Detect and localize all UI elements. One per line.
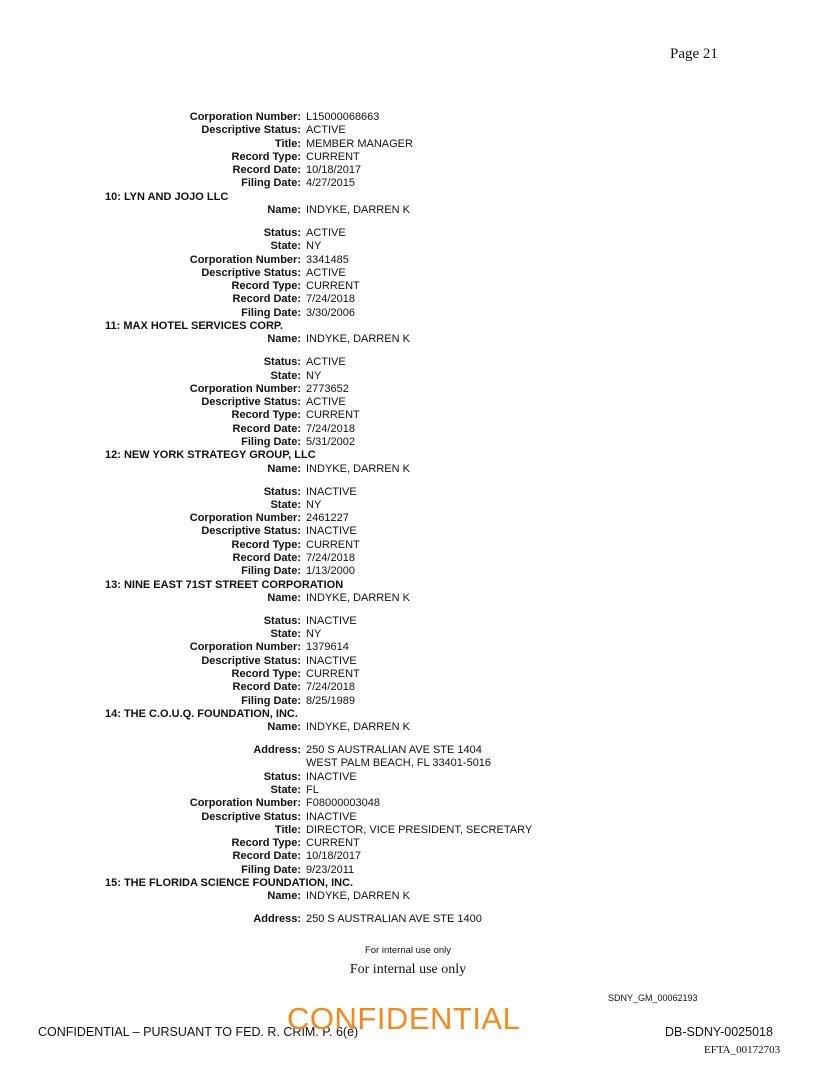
field-label: Name:: [267, 890, 301, 903]
field-label: State:: [270, 498, 301, 511]
field-label: Name:: [267, 204, 301, 217]
field-label: Record Date:: [232, 850, 301, 863]
entity-header-row: [0, 320, 816, 333]
field-value: 250 S AUSTRALIAN AVE STE 1400: [306, 913, 482, 926]
field-row: [0, 913, 816, 926]
entity-header-row: [0, 708, 816, 721]
field-label: Corporation Number:: [189, 111, 301, 123]
field-row: [0, 227, 816, 240]
field-value: CURRENT: [306, 150, 360, 163]
field-row: [0, 681, 816, 694]
field-row: [0, 837, 816, 850]
field-label: Corporation Number:: [189, 382, 301, 395]
field-label: Record Type:: [231, 837, 301, 850]
field-value: FL: [306, 783, 319, 796]
field-label: Status:: [263, 356, 301, 369]
field-label: State:: [270, 783, 301, 796]
field-row: [0, 641, 816, 654]
field-label: Filing Date:: [241, 863, 301, 876]
field-label: Descriptive Status:: [201, 525, 301, 538]
field-label: Name:: [267, 721, 301, 734]
field-value: 10/18/2017: [306, 164, 362, 177]
field-value: CURRENT: [306, 667, 360, 680]
field-value: 8/25/1989: [306, 694, 355, 707]
field-value: INACTIVE: [306, 770, 357, 783]
field-row: [0, 771, 816, 784]
field-label: Filing Date:: [241, 436, 301, 449]
field-row: [0, 177, 816, 190]
field-label: Record Type:: [231, 150, 301, 163]
field-value: DIRECTOR, VICE PRESIDENT, SECRETARY: [306, 823, 533, 836]
field-row: [0, 370, 816, 383]
field-row: [0, 383, 816, 396]
field-value: NY: [306, 498, 322, 511]
field-label: Descriptive Status:: [201, 266, 301, 279]
bates-number-sdny: SDNY_GM_00062193: [608, 993, 698, 1003]
internal-use-notice-large: For internal use only: [349, 962, 467, 977]
field-label: Filing Date:: [241, 565, 301, 578]
field-row: [0, 293, 816, 306]
field-value: MEMBER MANAGER: [306, 137, 413, 150]
field-label: Descriptive Status:: [201, 810, 301, 823]
field-label: Record Type:: [231, 538, 301, 551]
field-value: INDYKE, DARREN K: [306, 721, 410, 734]
field-value: L15000068663: [306, 111, 380, 123]
internal-use-notice-small: For internal use only: [364, 945, 452, 956]
bates-number-efta: EFTA_00172703: [704, 1044, 781, 1056]
field-row: [0, 592, 816, 605]
field-label: Address:: [253, 913, 301, 926]
field-row: [0, 436, 816, 449]
field-label: Descriptive Status:: [201, 396, 301, 409]
field-label: Descriptive Status:: [201, 654, 301, 667]
confidential-notice: CONFIDENTIAL – PURSUANT TO FED. R. CRIM. P. 6(e): [38, 1025, 359, 1039]
field-value: CURRENT: [306, 280, 360, 293]
field-row: [0, 668, 816, 681]
field-row: [0, 824, 816, 837]
field-value: 7/24/2018: [306, 681, 355, 694]
field-label: Name:: [267, 462, 301, 475]
field-row: [0, 512, 816, 525]
field-label: Record Date:: [232, 422, 301, 435]
field-value: NY: [306, 628, 322, 641]
field-value: ACTIVE: [306, 266, 346, 279]
field-value: INDYKE, DARREN K: [306, 204, 410, 217]
entity-header-row: [0, 449, 816, 462]
field-value: 7/24/2018: [306, 422, 355, 435]
field-value: 5/31/2002: [306, 436, 355, 449]
field-value: 3/30/2006: [306, 306, 355, 319]
field-row: [0, 499, 816, 512]
field-row: [0, 539, 816, 552]
field-row: [0, 615, 816, 628]
field-value: NY: [306, 369, 322, 382]
field-label: Record Type:: [231, 280, 301, 293]
field-label: Record Type:: [231, 409, 301, 422]
field-value: 2773652: [306, 382, 349, 395]
field-label: Status:: [263, 770, 301, 783]
field-row: [0, 864, 816, 877]
field-value: CURRENT: [306, 538, 360, 551]
field-label: Status:: [263, 614, 301, 627]
field-label: State:: [270, 628, 301, 641]
field-label: Record Date:: [232, 164, 301, 177]
field-row: [0, 267, 816, 280]
field-label: Status:: [263, 226, 301, 239]
field-value: 10/18/2017: [306, 850, 362, 863]
field-label: Corporation Number:: [189, 641, 301, 654]
field-row: [0, 409, 816, 422]
record-listing: [0, 111, 816, 926]
field-value: 1/13/2000: [306, 565, 355, 578]
field-value: 250 S AUSTRALIAN AVE STE 1404: [306, 744, 482, 757]
entity-header: 11: MAX HOTEL SERVICES CORP.: [105, 320, 283, 333]
field-row: [0, 744, 816, 757]
field-label: Corporation Number:: [189, 253, 301, 266]
field-row: [0, 850, 816, 863]
field-value: 9/23/2011: [306, 863, 355, 876]
field-row: [0, 797, 816, 810]
field-value: INACTIVE: [306, 654, 357, 667]
field-row: [0, 721, 816, 734]
field-row: [0, 138, 816, 151]
entity-header-row: [0, 191, 816, 204]
field-row: [0, 240, 816, 253]
field-label: Title:: [274, 823, 301, 836]
field-label: Corporation Number:: [189, 797, 301, 810]
entity-header: 14: THE C.O.U.Q. FOUNDATION, INC.: [105, 707, 298, 720]
field-value: INACTIVE: [306, 614, 357, 627]
field-value: WEST PALM BEACH, FL 33401-5016: [306, 757, 492, 770]
field-label: State:: [270, 369, 301, 382]
field-row: [0, 486, 816, 499]
field-row: [0, 655, 816, 668]
field-row: [0, 463, 816, 476]
field-label: Name:: [267, 591, 301, 604]
field-label: State:: [270, 240, 301, 253]
field-row: [0, 525, 816, 538]
field-row: [0, 565, 816, 578]
field-row: [0, 890, 816, 903]
field-row: [0, 628, 816, 641]
field-row: [0, 423, 816, 436]
field-value: NY: [306, 240, 322, 253]
field-label: Record Type:: [231, 667, 301, 680]
field-label: Descriptive Status:: [201, 124, 301, 137]
field-label: Corporation Number:: [189, 512, 301, 525]
field-label: Record Date:: [232, 681, 301, 694]
field-value: INACTIVE: [306, 485, 357, 498]
field-value: INDYKE, DARREN K: [306, 890, 410, 903]
field-value: INACTIVE: [306, 525, 357, 538]
field-label: Address:: [253, 744, 301, 757]
field-value: ACTIVE: [306, 396, 346, 409]
entity-header-row: [0, 579, 816, 592]
field-row: [0, 124, 816, 137]
field-value: 2461227: [306, 512, 349, 525]
entity-header: 15: THE FLORIDA SCIENCE FOUNDATION, INC.: [105, 877, 354, 889]
field-row: [0, 307, 816, 320]
confidential-stamp: CONFIDENTIAL: [287, 1001, 521, 1036]
field-row: [0, 204, 816, 217]
field-label: Record Date:: [232, 293, 301, 306]
field-row: [0, 280, 816, 293]
field-label: Name:: [267, 333, 301, 346]
field-label: Record Date:: [232, 551, 301, 564]
field-value: INDYKE, DARREN K: [306, 591, 410, 604]
field-label: Title:: [274, 137, 301, 150]
field-value: CURRENT: [306, 837, 360, 850]
field-row: [0, 254, 816, 267]
field-value: ACTIVE: [306, 124, 346, 137]
field-label: Filing Date:: [241, 694, 301, 707]
field-label: Filing Date:: [241, 306, 301, 319]
field-value: 7/24/2018: [306, 293, 355, 306]
entity-header: 10: LYN AND JOJO LLC: [105, 190, 229, 203]
field-row: [0, 552, 816, 565]
field-value: INACTIVE: [306, 810, 357, 823]
field-row: [0, 164, 816, 177]
field-value: INDYKE, DARREN K: [306, 462, 410, 475]
field-value: CURRENT: [306, 409, 360, 422]
entity-header: 13: NINE EAST 71ST STREET CORPORATION: [105, 578, 344, 591]
field-row: [0, 396, 816, 409]
field-value: 4/27/2015: [306, 177, 355, 190]
field-value: ACTIVE: [306, 356, 346, 369]
field-value: 1379614: [306, 641, 349, 654]
entity-header-row: [0, 877, 816, 890]
page-number: Page 21: [670, 46, 718, 62]
field-row: [0, 695, 816, 708]
bates-number-db: DB-SDNY-0025018: [665, 1025, 773, 1039]
field-row: [0, 356, 816, 369]
field-label: Status:: [263, 485, 301, 498]
field-value: INDYKE, DARREN K: [306, 333, 410, 346]
field-row: [0, 333, 816, 346]
field-value: 7/24/2018: [306, 551, 355, 564]
field-value: F08000003048: [306, 797, 381, 810]
field-row: [0, 111, 816, 124]
field-label: Filing Date:: [241, 177, 301, 190]
field-value: ACTIVE: [306, 226, 346, 239]
entity-header: 12: NEW YORK STRATEGY GROUP, LLC: [105, 449, 316, 462]
field-row: [0, 784, 816, 797]
field-row: [0, 151, 816, 164]
field-value: 3341485: [306, 253, 349, 266]
field-row: [0, 811, 816, 824]
field-row: [0, 757, 816, 770]
